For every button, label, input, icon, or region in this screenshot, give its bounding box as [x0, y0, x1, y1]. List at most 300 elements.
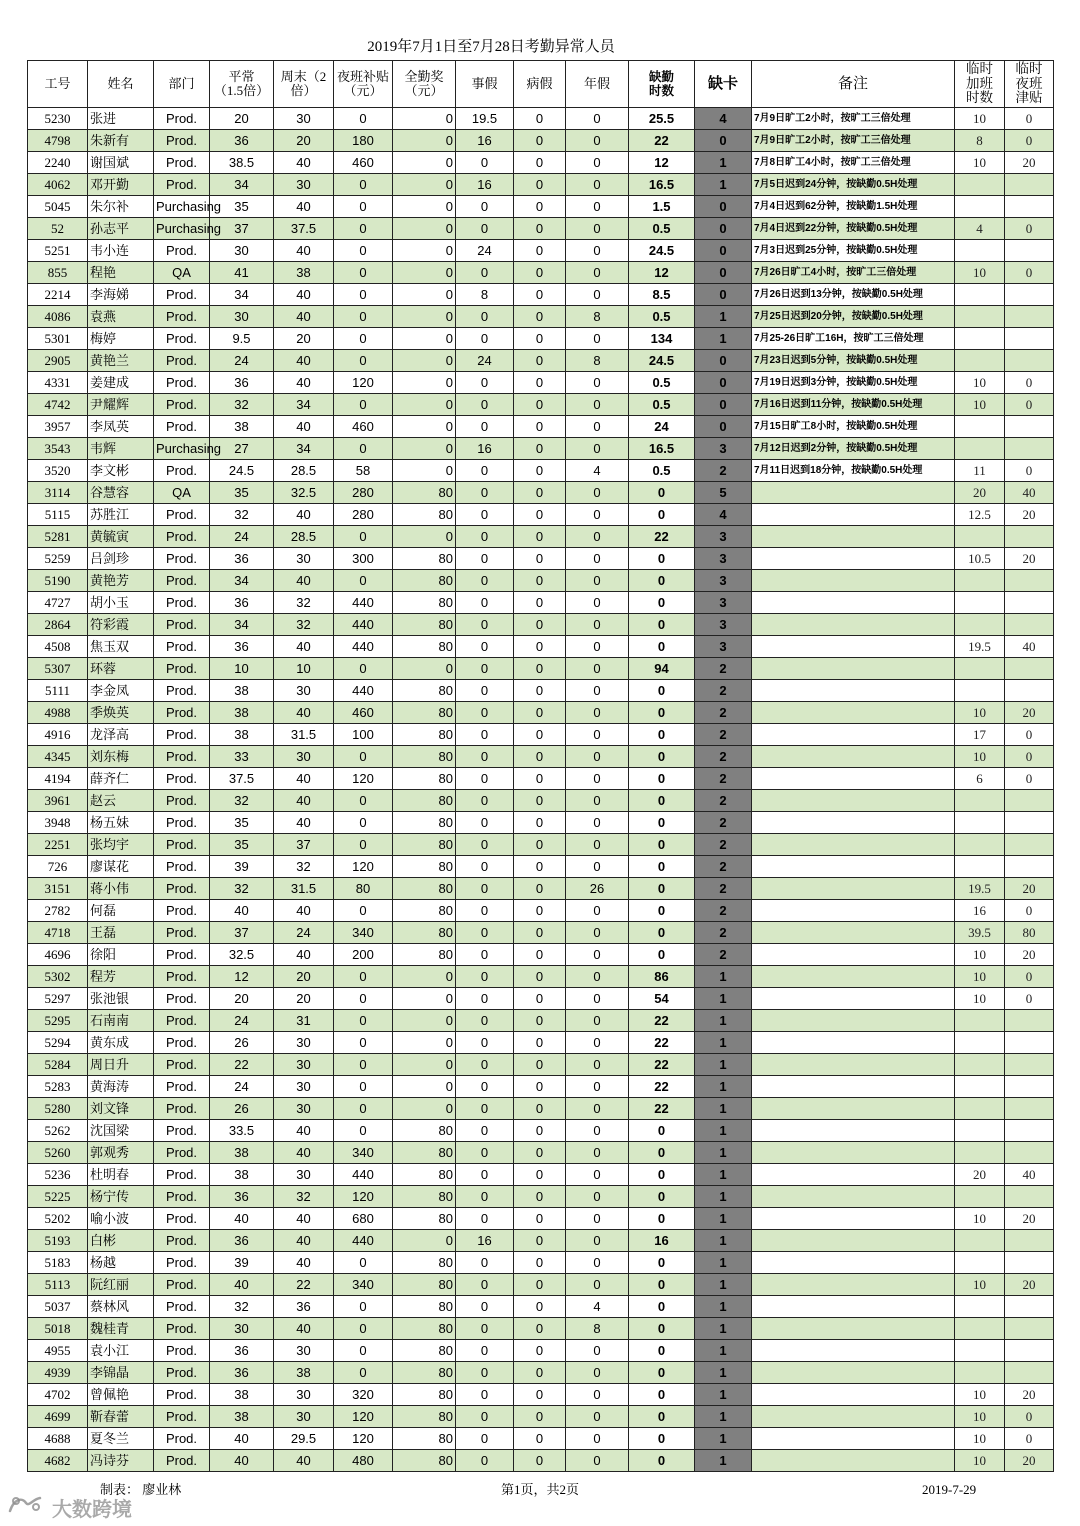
cell-normal-ot: 24: [210, 350, 274, 372]
cell-department: Prod.: [154, 944, 210, 966]
cell-normal-ot: 36: [210, 130, 274, 152]
cell-weekend-ot: 30: [274, 1076, 334, 1098]
cell-absence-hours: 0: [629, 1120, 695, 1142]
cell-weekend-ot: 30: [274, 1340, 334, 1362]
cell-annual-leave: 0: [566, 218, 629, 240]
table-row: [28, 526, 1054, 548]
cell-employee-id: 2251: [28, 834, 88, 856]
cell-missed-punch: 0: [695, 240, 752, 262]
cell-employee-id: 5294: [28, 1032, 88, 1054]
cell-sick-leave: 0: [514, 460, 566, 482]
cell-weekend-ot: 40: [274, 1142, 334, 1164]
cell-temp-night-allowance: [1005, 328, 1054, 350]
cell-absence-hours: 22: [629, 1032, 695, 1054]
table-row: [28, 1054, 1054, 1076]
cell-remark: 7月26日迟到13分钟，按缺勤0.5H处理: [752, 284, 955, 306]
cell-normal-ot: 39: [210, 1252, 274, 1274]
cell-temp-ot-hours: [955, 1054, 1005, 1076]
cell-department: QA: [154, 262, 210, 284]
cell-weekend-ot: 30: [274, 1406, 334, 1428]
cell-night-allowance: 0: [334, 174, 393, 196]
table-row: [28, 1296, 1054, 1318]
cell-employee-id: 5230: [28, 108, 88, 130]
cell-name: 蔡林风: [88, 1296, 154, 1318]
cell-weekend-ot: 40: [274, 196, 334, 218]
table-row: [28, 548, 1054, 570]
cell-employee-id: 2240: [28, 152, 88, 174]
report-date: 2019-7-29: [922, 1482, 977, 1497]
cell-missed-punch: 1: [695, 966, 752, 988]
cell-sick-leave: 0: [514, 944, 566, 966]
table-body: [28, 108, 1054, 1472]
cell-sick-leave: 0: [514, 988, 566, 1010]
cell-weekend-ot: 30: [274, 1098, 334, 1120]
cell-employee-id: 4331: [28, 372, 88, 394]
cell-full-attendance-bonus: 80: [393, 548, 456, 570]
cell-name: 黄毓寅: [88, 526, 154, 548]
cell-name: 石南南: [88, 1010, 154, 1032]
table-row: [28, 130, 1054, 152]
cell-absence-hours: 0: [629, 768, 695, 790]
cell-remark: [752, 1164, 955, 1186]
cell-temp-night-allowance: [1005, 196, 1054, 218]
cell-weekend-ot: 37.5: [274, 218, 334, 240]
cell-weekend-ot: 37: [274, 834, 334, 856]
cell-absence-hours: 0: [629, 944, 695, 966]
cell-temp-ot-hours: [955, 790, 1005, 812]
cell-night-allowance: 0: [334, 1340, 393, 1362]
cell-personal-leave: 0: [456, 196, 514, 218]
cell-name: 张池银: [88, 988, 154, 1010]
cell-missed-punch: 3: [695, 570, 752, 592]
cell-night-allowance: 120: [334, 856, 393, 878]
column-header-normal-ot: 平常 （1.5倍）: [210, 61, 274, 108]
table-row: [28, 1098, 1054, 1120]
cell-department: Prod.: [154, 1450, 210, 1472]
cell-absence-hours: 0.5: [629, 218, 695, 240]
cell-department: Prod.: [154, 856, 210, 878]
cell-temp-ot-hours: [955, 196, 1005, 218]
cell-normal-ot: 26: [210, 1098, 274, 1120]
cell-temp-night-allowance: [1005, 174, 1054, 196]
cell-sick-leave: 0: [514, 504, 566, 526]
cell-personal-leave: 0: [456, 1296, 514, 1318]
cell-employee-id: 5037: [28, 1296, 88, 1318]
cell-sick-leave: 0: [514, 130, 566, 152]
cell-night-allowance: 200: [334, 944, 393, 966]
cell-night-allowance: 460: [334, 152, 393, 174]
cell-name: 季焕英: [88, 702, 154, 724]
cell-remark: [752, 944, 955, 966]
cell-full-attendance-bonus: 80: [393, 482, 456, 504]
cell-missed-punch: 5: [695, 482, 752, 504]
cell-full-attendance-bonus: 80: [393, 1340, 456, 1362]
cell-name: 夏冬兰: [88, 1428, 154, 1450]
cell-weekend-ot: 22: [274, 1274, 334, 1296]
cell-normal-ot: 38: [210, 702, 274, 724]
cell-normal-ot: 32: [210, 394, 274, 416]
cell-department: Prod.: [154, 350, 210, 372]
cell-name: 程芳: [88, 966, 154, 988]
cell-temp-night-allowance: 0: [1005, 988, 1054, 1010]
cell-name: 刘文锋: [88, 1098, 154, 1120]
cell-remark: [752, 768, 955, 790]
cell-weekend-ot: 30: [274, 1054, 334, 1076]
cell-temp-ot-hours: 11: [955, 460, 1005, 482]
cell-temp-ot-hours: 4: [955, 218, 1005, 240]
cell-name: 李海娣: [88, 284, 154, 306]
table-row: [28, 218, 1054, 240]
cell-personal-leave: 0: [456, 1208, 514, 1230]
cell-temp-night-allowance: 20: [1005, 1274, 1054, 1296]
cell-full-attendance-bonus: 80: [393, 504, 456, 526]
cell-normal-ot: 34: [210, 174, 274, 196]
table-row: [28, 460, 1054, 482]
cell-weekend-ot: 40: [274, 1318, 334, 1340]
cell-temp-ot-hours: [955, 1296, 1005, 1318]
cell-full-attendance-bonus: 0: [393, 262, 456, 284]
cell-department: Prod.: [154, 1406, 210, 1428]
cell-normal-ot: 35: [210, 834, 274, 856]
cell-missed-punch: 1: [695, 1098, 752, 1120]
cell-department: Purchasing: [154, 218, 210, 240]
cell-sick-leave: 0: [514, 262, 566, 284]
cell-temp-night-allowance: [1005, 306, 1054, 328]
cell-employee-id: 4696: [28, 944, 88, 966]
cell-annual-leave: 0: [566, 1054, 629, 1076]
cell-full-attendance-bonus: 0: [393, 240, 456, 262]
cell-annual-leave: 0: [566, 1362, 629, 1384]
cell-missed-punch: 1: [695, 1384, 752, 1406]
cell-employee-id: 5236: [28, 1164, 88, 1186]
cell-absence-hours: 25.5: [629, 108, 695, 130]
cell-remark: [752, 724, 955, 746]
table-row: [28, 636, 1054, 658]
cell-annual-leave: 0: [566, 790, 629, 812]
cell-temp-ot-hours: 10: [955, 394, 1005, 416]
cell-personal-leave: 0: [456, 1164, 514, 1186]
cell-absence-hours: 54: [629, 988, 695, 1010]
table-row: [28, 1164, 1054, 1186]
cell-normal-ot: 39: [210, 856, 274, 878]
cell-personal-leave: 0: [456, 526, 514, 548]
cell-night-allowance: 0: [334, 1120, 393, 1142]
cell-temp-night-allowance: [1005, 1340, 1054, 1362]
cell-employee-id: 5297: [28, 988, 88, 1010]
table-row: [28, 724, 1054, 746]
cell-temp-ot-hours: [955, 328, 1005, 350]
cell-name: 黄艳兰: [88, 350, 154, 372]
cell-personal-leave: 0: [456, 1142, 514, 1164]
table-row: [28, 152, 1054, 174]
cell-temp-night-allowance: [1005, 1120, 1054, 1142]
cell-weekend-ot: 40: [274, 372, 334, 394]
cell-absence-hours: 22: [629, 1054, 695, 1076]
cell-name: 薛齐仁: [88, 768, 154, 790]
cell-normal-ot: 32: [210, 504, 274, 526]
cell-normal-ot: 36: [210, 1186, 274, 1208]
cell-weekend-ot: 30: [274, 680, 334, 702]
cell-weekend-ot: 36: [274, 1296, 334, 1318]
cell-temp-night-allowance: 80: [1005, 922, 1054, 944]
cell-night-allowance: 100: [334, 724, 393, 746]
cell-absence-hours: 94: [629, 658, 695, 680]
brand-logo-icon: [6, 1493, 46, 1522]
cell-absence-hours: 0.5: [629, 460, 695, 482]
cell-temp-night-allowance: 20: [1005, 152, 1054, 174]
cell-remark: [752, 746, 955, 768]
cell-employee-id: 4699: [28, 1406, 88, 1428]
cell-absence-hours: 0: [629, 878, 695, 900]
column-header-temp-ot-hours: 临时 加班 时数: [955, 61, 1005, 108]
cell-temp-ot-hours: 10: [955, 1450, 1005, 1472]
cell-missed-punch: 0: [695, 196, 752, 218]
table-row: [28, 438, 1054, 460]
cell-temp-night-allowance: 20: [1005, 504, 1054, 526]
cell-normal-ot: 24.5: [210, 460, 274, 482]
cell-personal-leave: 0: [456, 548, 514, 570]
cell-missed-punch: 3: [695, 636, 752, 658]
cell-remark: [752, 1054, 955, 1076]
cell-weekend-ot: 30: [274, 548, 334, 570]
cell-night-allowance: 340: [334, 922, 393, 944]
cell-employee-id: 5225: [28, 1186, 88, 1208]
cell-night-allowance: 680: [334, 1208, 393, 1230]
cell-normal-ot: 26: [210, 1032, 274, 1054]
cell-missed-punch: 1: [695, 1164, 752, 1186]
cell-night-allowance: 0: [334, 1098, 393, 1120]
cell-temp-night-allowance: 0: [1005, 218, 1054, 240]
cell-temp-ot-hours: 10: [955, 944, 1005, 966]
cell-temp-ot-hours: 10: [955, 1406, 1005, 1428]
cell-personal-leave: 0: [456, 1076, 514, 1098]
cell-personal-leave: 0: [456, 988, 514, 1010]
prepared-by: 制表： 廖业林: [100, 1482, 182, 1497]
cell-personal-leave: 0: [456, 790, 514, 812]
cell-temp-night-allowance: [1005, 1186, 1054, 1208]
cell-normal-ot: 41: [210, 262, 274, 284]
cell-employee-id: 5183: [28, 1252, 88, 1274]
cell-annual-leave: 0: [566, 1208, 629, 1230]
cell-weekend-ot: 40: [274, 636, 334, 658]
cell-full-attendance-bonus: 0: [393, 350, 456, 372]
table-row: [28, 614, 1054, 636]
table-row: [28, 1208, 1054, 1230]
cell-full-attendance-bonus: 80: [393, 834, 456, 856]
cell-department: Prod.: [154, 592, 210, 614]
cell-temp-night-allowance: 0: [1005, 724, 1054, 746]
cell-remark: [752, 1230, 955, 1252]
cell-sick-leave: 0: [514, 702, 566, 724]
cell-absence-hours: 0: [629, 1296, 695, 1318]
cell-employee-id: 52: [28, 218, 88, 240]
cell-temp-night-allowance: [1005, 1032, 1054, 1054]
cell-sick-leave: 0: [514, 174, 566, 196]
cell-name: 姜建成: [88, 372, 154, 394]
cell-night-allowance: 0: [334, 966, 393, 988]
cell-temp-ot-hours: 12.5: [955, 504, 1005, 526]
cell-normal-ot: 36: [210, 548, 274, 570]
cell-weekend-ot: 32: [274, 1186, 334, 1208]
cell-normal-ot: 40: [210, 1450, 274, 1472]
cell-employee-id: 4062: [28, 174, 88, 196]
cell-sick-leave: 0: [514, 416, 566, 438]
cell-temp-ot-hours: 10: [955, 1274, 1005, 1296]
cell-department: Prod.: [154, 570, 210, 592]
cell-department: Prod.: [154, 1186, 210, 1208]
cell-missed-punch: 3: [695, 438, 752, 460]
cell-name: 廖谋花: [88, 856, 154, 878]
cell-temp-ot-hours: [955, 174, 1005, 196]
cell-employee-id: 5295: [28, 1010, 88, 1032]
cell-sick-leave: 0: [514, 856, 566, 878]
cell-night-allowance: 0: [334, 1296, 393, 1318]
cell-department: Prod.: [154, 1010, 210, 1032]
cell-personal-leave: 8: [456, 284, 514, 306]
cell-normal-ot: 38.5: [210, 152, 274, 174]
cell-department: Prod.: [154, 922, 210, 944]
cell-personal-leave: 0: [456, 1406, 514, 1428]
cell-weekend-ot: 32.5: [274, 482, 334, 504]
cell-employee-id: 726: [28, 856, 88, 878]
cell-remark: [752, 504, 955, 526]
cell-personal-leave: 16: [456, 438, 514, 460]
cell-department: Prod.: [154, 306, 210, 328]
cell-personal-leave: 0: [456, 1450, 514, 1472]
cell-normal-ot: 34: [210, 614, 274, 636]
cell-full-attendance-bonus: 80: [393, 922, 456, 944]
cell-temp-ot-hours: [955, 1318, 1005, 1340]
cell-personal-leave: 0: [456, 394, 514, 416]
cell-weekend-ot: 40: [274, 812, 334, 834]
cell-full-attendance-bonus: 0: [393, 1076, 456, 1098]
cell-annual-leave: 0: [566, 1230, 629, 1252]
cell-temp-ot-hours: 10: [955, 988, 1005, 1010]
cell-sick-leave: 0: [514, 636, 566, 658]
cell-night-allowance: 0: [334, 1054, 393, 1076]
cell-employee-id: 5260: [28, 1142, 88, 1164]
cell-weekend-ot: 40: [274, 1252, 334, 1274]
cell-full-attendance-bonus: 0: [393, 152, 456, 174]
cell-absence-hours: 24.5: [629, 240, 695, 262]
cell-full-attendance-bonus: 80: [393, 1142, 456, 1164]
cell-annual-leave: 26: [566, 878, 629, 900]
cell-temp-night-allowance: [1005, 1054, 1054, 1076]
cell-temp-ot-hours: [955, 416, 1005, 438]
cell-missed-punch: 1: [695, 1230, 752, 1252]
cell-department: Prod.: [154, 130, 210, 152]
table-row: [28, 812, 1054, 834]
cell-personal-leave: 0: [456, 262, 514, 284]
cell-night-allowance: 460: [334, 702, 393, 724]
cell-sick-leave: 0: [514, 812, 566, 834]
cell-normal-ot: 9.5: [210, 328, 274, 350]
cell-remark: [752, 1450, 955, 1472]
cell-remark: [752, 790, 955, 812]
cell-sick-leave: 0: [514, 768, 566, 790]
cell-full-attendance-bonus: 80: [393, 812, 456, 834]
cell-normal-ot: 32.5: [210, 944, 274, 966]
cell-sick-leave: 0: [514, 1274, 566, 1296]
cell-night-allowance: 0: [334, 658, 393, 680]
cell-weekend-ot: 40: [274, 350, 334, 372]
cell-temp-ot-hours: 10: [955, 1384, 1005, 1406]
cell-department: Prod.: [154, 394, 210, 416]
cell-personal-leave: 0: [456, 1120, 514, 1142]
cell-annual-leave: 0: [566, 240, 629, 262]
cell-missed-punch: 1: [695, 1032, 752, 1054]
cell-night-allowance: 120: [334, 1186, 393, 1208]
table-row: [28, 1274, 1054, 1296]
cell-remark: 7月19日迟到3分钟，按缺勤0.5H处理: [752, 372, 955, 394]
cell-annual-leave: 0: [566, 768, 629, 790]
cell-sick-leave: 0: [514, 1252, 566, 1274]
cell-name: 李凤英: [88, 416, 154, 438]
cell-temp-ot-hours: [955, 1186, 1005, 1208]
cell-night-allowance: 0: [334, 240, 393, 262]
cell-employee-id: 4916: [28, 724, 88, 746]
cell-full-attendance-bonus: 80: [393, 1296, 456, 1318]
cell-normal-ot: 12: [210, 966, 274, 988]
cell-sick-leave: 0: [514, 900, 566, 922]
cell-missed-punch: 1: [695, 1340, 752, 1362]
cell-department: Prod.: [154, 680, 210, 702]
cell-weekend-ot: 30: [274, 746, 334, 768]
table-row: [28, 504, 1054, 526]
cell-absence-hours: 0: [629, 636, 695, 658]
cell-normal-ot: 36: [210, 592, 274, 614]
table-row: [28, 350, 1054, 372]
cell-name: 黄艳芳: [88, 570, 154, 592]
cell-missed-punch: 1: [695, 1318, 752, 1340]
cell-weekend-ot: 40: [274, 702, 334, 724]
table-row: [28, 592, 1054, 614]
cell-name: 梅婷: [88, 328, 154, 350]
cell-full-attendance-bonus: 0: [393, 460, 456, 482]
cell-sick-leave: 0: [514, 1054, 566, 1076]
cell-normal-ot: 38: [210, 680, 274, 702]
cell-department: Prod.: [154, 1076, 210, 1098]
cell-weekend-ot: 38: [274, 262, 334, 284]
cell-remark: 7月9日旷工2小时，按旷工三倍处理: [752, 130, 955, 152]
cell-weekend-ot: 32: [274, 614, 334, 636]
cell-department: Prod.: [154, 548, 210, 570]
cell-name: 袁燕: [88, 306, 154, 328]
cell-night-allowance: 0: [334, 1076, 393, 1098]
cell-remark: [752, 1120, 955, 1142]
cell-full-attendance-bonus: 80: [393, 614, 456, 636]
cell-temp-night-allowance: 20: [1005, 702, 1054, 724]
cell-temp-ot-hours: 10: [955, 1208, 1005, 1230]
cell-temp-night-allowance: [1005, 592, 1054, 614]
cell-temp-ot-hours: [955, 526, 1005, 548]
cell-temp-night-allowance: [1005, 658, 1054, 680]
cell-sick-leave: 0: [514, 878, 566, 900]
cell-normal-ot: 24: [210, 1010, 274, 1032]
cell-remark: [752, 658, 955, 680]
cell-employee-id: 855: [28, 262, 88, 284]
cell-missed-punch: 0: [695, 284, 752, 306]
cell-temp-ot-hours: [955, 1010, 1005, 1032]
cell-employee-id: 3957: [28, 416, 88, 438]
table-row: [28, 834, 1054, 856]
cell-absence-hours: 22: [629, 130, 695, 152]
cell-normal-ot: 36: [210, 1362, 274, 1384]
cell-remark: [752, 1384, 955, 1406]
cell-weekend-ot: 29.5: [274, 1428, 334, 1450]
cell-personal-leave: 0: [456, 306, 514, 328]
cell-department: Prod.: [154, 1098, 210, 1120]
